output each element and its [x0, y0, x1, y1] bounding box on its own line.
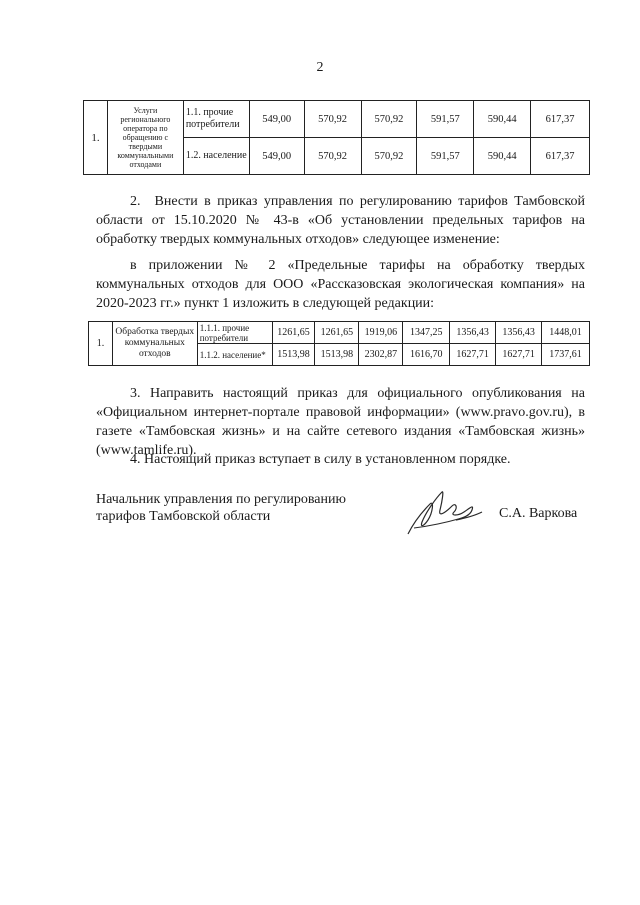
page-number: 2	[316, 60, 324, 75]
tariff-value: 1616,70	[403, 344, 450, 366]
consumer-category: 1.1. прочие потребители	[183, 101, 249, 138]
consumer-category: 1.2. население	[183, 138, 249, 175]
tariff-value: 1356,43	[450, 322, 496, 344]
tariff-value: 570,92	[361, 101, 417, 138]
paragraph-2: 2. Внести в приказ управления по регулированию тарифов Тамбовской области от 15.10.2020 № 43-в «Об установлении предельных тарифов на обработку твердых коммунальных отходов» следующее изменение:	[96, 194, 585, 247]
tariff-value: 1261,65	[315, 322, 359, 344]
paragraph-3: 3. Направить настоящий приказ для официального опубликования на «Официальном интернет-портале правовой информации» (www.pravo.gov.ru), в газете «Тамбовская жизнь» и на сайте сетевого издания «Тамбовская жизнь» (www.tamlife.ru).	[96, 386, 585, 458]
tariff-value: 1627,71	[496, 344, 542, 366]
tariff-table-1	[83, 100, 590, 175]
position-line-1: Начальник управления по регулированию	[96, 492, 346, 507]
tariff-value: 617,37	[531, 101, 590, 138]
signature-position	[96, 491, 346, 525]
tariff-value: 549,00	[249, 138, 304, 175]
table-row	[89, 322, 590, 344]
tariff-value: 591,57	[417, 138, 474, 175]
service-name: Услуги регионального оператора по обращению с твердыми коммунальными отходами	[107, 101, 183, 175]
tariff-table-2	[88, 321, 590, 366]
signer-name: С.А. Варкова	[499, 506, 578, 521]
tariff-value: 2302,87	[359, 344, 403, 366]
tariff-value: 570,92	[304, 138, 361, 175]
row-index: 1.	[89, 322, 113, 366]
service-name: Обработка твердых коммунальных отходов	[112, 322, 197, 366]
paragraph-2-appendix: в приложении № 2 «Предельные тарифы на обработку твердых коммунальных отходов для ООО «Рассказовская экологическая компания» на 2020-2023 гг.» пункт 1 изложить в следующей редакции:	[96, 258, 585, 311]
tariff-value: 1513,98	[315, 344, 359, 366]
tariff-value: 1347,25	[403, 322, 450, 344]
tariff-value: 1513,98	[272, 344, 315, 366]
tariff-value: 1448,01	[542, 322, 590, 344]
tariff-value: 1627,71	[450, 344, 496, 366]
tariff-value: 549,00	[249, 101, 304, 138]
row-index: 1.	[84, 101, 108, 175]
tariff-value: 1737,61	[542, 344, 590, 366]
position-line-2: тарифов Тамбовской области	[96, 509, 271, 524]
tariff-value: 591,57	[417, 101, 474, 138]
tariff-value: 1261,65	[272, 322, 315, 344]
tariff-value: 1356,43	[496, 322, 542, 344]
tariff-value: 617,37	[531, 138, 590, 175]
handwritten-signature-icon	[400, 482, 490, 542]
consumer-category: 1.1.1. прочие потребители	[197, 322, 272, 344]
tariff-value: 590,44	[474, 138, 531, 175]
table-row	[84, 101, 590, 138]
tariff-value: 590,44	[474, 101, 531, 138]
tariff-value: 1919,06	[359, 322, 403, 344]
tariff-value: 570,92	[304, 101, 361, 138]
paragraph-4: 4. Настоящий приказ вступает в силу в установленном порядке.	[130, 452, 511, 467]
tariff-value: 570,92	[361, 138, 417, 175]
consumer-category: 1.1.2. население*	[197, 344, 272, 366]
